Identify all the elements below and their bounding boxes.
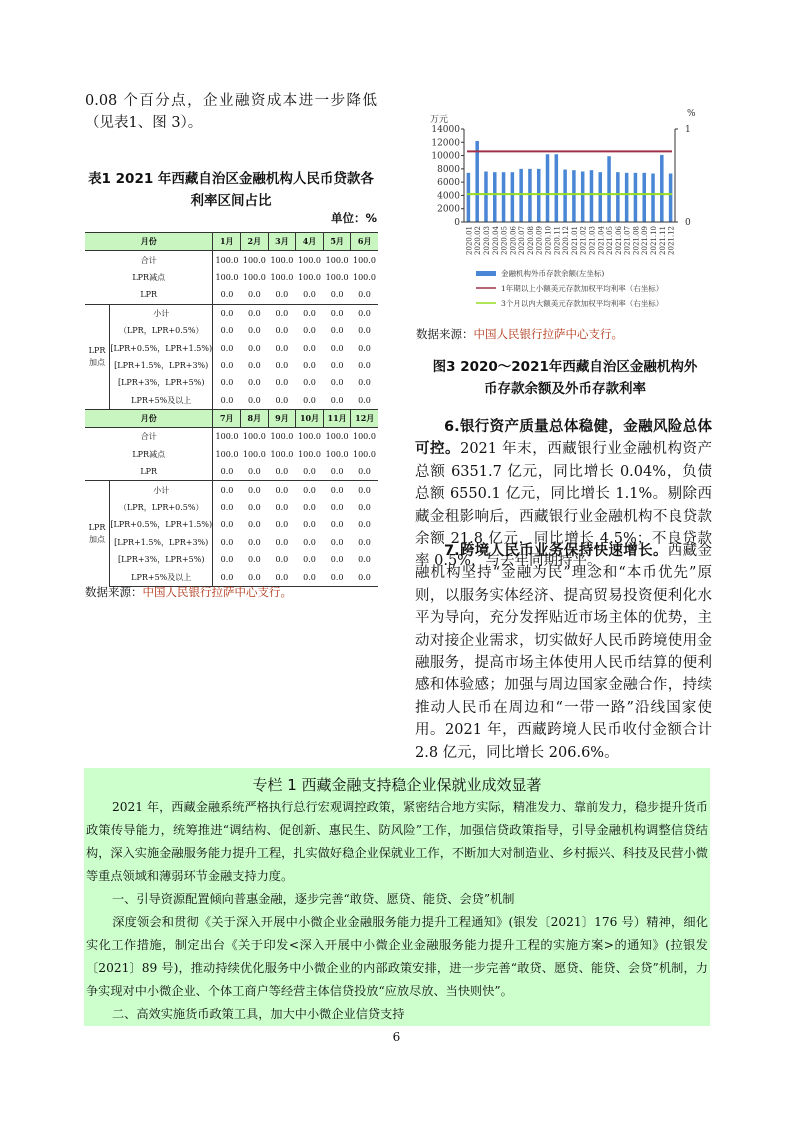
x-tick-label: 2021.09 [641,226,650,255]
table-cell: 100.0 [298,255,321,265]
table-cell: 0.0 [303,467,316,477]
row-label: [LPR+3%，LPR+5%) [110,374,213,391]
y2-tick-label: 0 [685,218,691,228]
table-cell: 0.0 [303,537,316,547]
foreign-deposit-chart [415,100,715,320]
paragraph-6-body: 2021 年末，西藏银行业金融机构资产总额 6351.7 亿元，同比增长 0.04%，负债总额 6550.1 亿元，同比增长 1.1%。剔除西藏金租影响后，西藏银行业金融机构不良贷款余额 21.8 亿元，同比增长 4.5%；不良贷款率 0.5%，与去年同期持平。 [415,441,713,570]
table-cell: 0.0 [303,520,316,530]
y-tick-label: 0 [454,218,460,228]
table-cell: 0.0 [330,326,344,336]
rate-table [85,232,378,587]
x-tick-label: 2021.07 [623,226,632,255]
table-cell: 0.0 [303,503,316,513]
table-cell: 0.0 [275,503,289,513]
bar [634,173,638,222]
table-cell: 0.0 [220,378,234,388]
month-header-cell: 2月 [241,233,269,251]
row-label: （LPR，LPR+0.5%） [110,499,213,516]
x-tick-label: 2020.06 [509,226,518,255]
y-tick-label: 14000 [431,125,460,135]
table-cell: 0.0 [247,503,261,513]
table-cell: 0.0 [296,568,324,586]
table-cell: 100.0 [298,432,321,442]
x-tick-label: 2021.12 [667,226,676,255]
y-tick-label: 10000 [431,151,460,162]
bar [625,173,629,222]
y-tick-label: 4000 [437,191,460,202]
month-header-cell: 1月 [213,233,241,251]
table-header-row [85,233,378,251]
source-label: 数据来源： [416,327,474,341]
table-cell: 0.0 [330,290,344,300]
row-label: LPR减点 [85,269,213,286]
legend-label: 1年期以上小额美元存款加权平均利率（右坐标） [501,284,664,293]
table-cell: 0.0 [323,392,351,410]
month-header-cell: 9月 [268,409,296,427]
table-cell: 100.0 [353,272,376,282]
x-tick-label: 2021.04 [597,226,606,255]
table-cell: 0.0 [330,520,344,530]
month-header-cell: 10月 [296,409,324,427]
bar [467,173,471,222]
row-label: [LPR+0.5%，LPR+1.5%) [110,516,213,533]
table-row [85,374,378,391]
box-paragraph: 2021 年，西藏金融系统严格执行总行宏观调控政策，紧密结合地方实际，精准发力、靠前发力，稳步提升货币政策传导能力，统筹推进“调结构、促创新、惠民生、防风险”工作，加强信贷政策指导，引导金融机构调整信贷结构，深入实施金融服务能力提升工程，扎实做好稳企业保就业工作，不断加大对制造业、乡村振兴、科技及民营小微等重点领域和薄弱环节金融支持力度。 [86,800,708,883]
row-label: 小计 [110,481,213,499]
bar [555,154,559,222]
table-cell: 0.0 [323,481,351,499]
table-cell: 0.0 [213,568,241,586]
table-cell: 0.0 [330,467,344,477]
table-cell: 100.0 [270,255,294,265]
bar [528,169,532,222]
x-tick-label: 2021.08 [632,226,641,255]
table-cell: 0.0 [358,537,371,547]
table-cell: 100.0 [242,272,266,282]
table-cell: 100.0 [325,432,349,442]
table-cell: 0.0 [220,343,234,353]
table-cell: 0.0 [330,555,344,565]
table-cell: 0.0 [303,343,316,353]
table-cell: 0.0 [358,378,371,388]
x-tick-label: 2020.11 [553,226,562,255]
row-label: 合计 [85,251,213,269]
table-cell: 0.0 [247,467,261,477]
table-cell: 0.0 [351,304,378,322]
chart-caption: 图3 2020～2021年西藏自治区金融机构外币存款余额及外币存款利率 [432,359,698,397]
x-tick-label: 2020.02 [474,226,483,255]
table-cell: 0.0 [247,343,261,353]
table-cell: 0.0 [323,304,351,322]
month-header-cell: 3月 [268,233,296,251]
x-tick-label: 2020.10 [544,226,553,255]
table-row [85,463,378,481]
table-cell: 0.0 [358,343,371,353]
table-caption: 表1 2021 年西藏自治区金融机构人民币贷款各利率区间占比 [88,171,374,209]
bar [563,170,567,222]
table-cell: 0.0 [275,343,289,353]
table-cell: 0.0 [330,378,344,388]
month-header-cell: 7月 [213,409,241,427]
table-cell: 100.0 [353,432,376,442]
legend-label: 3个月以内大额美元存款加权平均利率（右坐标） [501,299,664,308]
table-cell: 0.0 [330,360,344,370]
bar [502,172,506,222]
table-cell: 0.0 [247,326,261,336]
paragraph-7-body: 西藏金融机构坚持“金融为民”理念和“本币优先”原则，以服务实体经济、提高贸易投资便利化水平为导向，充分发挥贴近市场主体的优势，主动对接企业需求，切实做好人民币跨境使用金融服务，提高市场主体使用人民币结算的便利感和体验感；加强与周边国家金融合作，持续推动人民币在周边和“一带一路”沿线国家使用。2021 年，西藏跨境人民币收付金额合计 2.8 亿元，同比增长 206.6%。 [415,543,712,761]
table-cell: 100.0 [298,449,321,459]
table-cell: 0.0 [247,290,261,300]
source-org: 中国人民银行拉萨中心支行。 [142,585,292,599]
table-cell: 0.0 [213,392,241,410]
table-cell: 0.0 [247,378,261,388]
table-row [85,516,378,533]
table-cell: 0.0 [358,467,371,477]
table-cell: 0.0 [268,392,296,410]
bar [484,172,488,222]
table-cell: 0.0 [358,360,371,370]
table-cell: 100.0 [325,449,349,459]
bar [546,154,550,222]
table-cell: 0.0 [275,537,289,547]
x-tick-label: 2021.01 [570,226,579,255]
table-cell: 0.0 [247,537,261,547]
box-paragraph: 深度领会和贯彻《关于深入开展中小微企业金融服务能力提升工程通知》(银发〔2021〕176 号）精神，细化实化工作措施，制定出台《关于印发<深入开展中小微企业金融服务能力提升工程的实施方案>的通知》(拉银发〔2021〕89 号)，推动持续优化服务中小微企业的内部政策安排，进一步完善“敢贷、愿贷、能贷、会贷”机制，力争实现对中小微企业、个体工商户等经营主体信贷投放“应放尽放、当快则快”。 [86,915,708,998]
row-label: [LPR+1.5%，LPR+3%) [110,357,213,374]
table-row [85,339,378,356]
x-tick-label: 2020.09 [535,226,544,255]
y2-tick-label: 1 [685,125,691,135]
month-header: 月份 [85,233,213,251]
bar [475,141,479,222]
month-header: 月份 [85,409,213,427]
month-header-cell: 6月 [351,233,378,251]
bar [493,172,497,222]
table-cell: 0.0 [351,481,378,499]
table-row [85,499,378,516]
table-cell: 100.0 [325,255,349,265]
paragraph-7-heading: 7.跨境人民币业务保持快速增长。 [444,543,668,559]
legend-swatch [476,271,496,276]
table-row [85,357,378,374]
table-cell: 100.0 [270,272,294,282]
row-label: 合计 [85,428,213,446]
table-cell: 0.0 [330,503,344,513]
group-label: LPR加点 [85,304,110,409]
table-cell: 0.0 [220,326,234,336]
y-tick-label: 6000 [437,178,460,189]
table-cell: 0.0 [330,343,344,353]
table-row [85,251,378,269]
y-tick-label: 2000 [437,204,460,215]
table-cell: 0.0 [275,467,289,477]
month-header-cell: 8月 [241,409,269,427]
table-row [85,428,378,446]
table-cell: 100.0 [215,255,239,265]
bar [581,172,585,222]
table-cell: 100.0 [242,432,266,442]
table-cell: 0.0 [303,555,316,565]
source-label: 数据来源： [85,585,143,599]
page-number: 6 [392,1030,401,1044]
row-label: [LPR+0.5%，LPR+1.5%) [110,339,213,356]
y-tick-label: 8000 [437,164,460,175]
table-cell: 100.0 [325,272,349,282]
x-tick-label: 2020.07 [518,226,527,255]
table-cell: 100.0 [270,449,294,459]
table-cell: 100.0 [270,432,294,442]
table-cell: 0.0 [351,568,378,586]
x-tick-label: 2020.03 [482,226,491,255]
x-tick-label: 2020.05 [500,226,509,255]
table-row [85,269,378,286]
table-cell: 100.0 [215,272,239,282]
box-heading-1: 一、引导资源配置倾向普惠金融，逐步完善“敢贷、愿贷、能贷、会贷”机制 [112,892,515,906]
table-cell: 0.0 [275,555,289,565]
table-row [85,304,378,322]
month-header-cell: 11月 [323,409,351,427]
table-cell: 100.0 [215,432,239,442]
x-tick-label: 2020.04 [491,226,500,255]
bar [607,156,611,222]
table-cell: 100.0 [242,449,266,459]
table-cell: 0.0 [220,290,234,300]
table-cell: 0.0 [268,304,296,322]
x-tick-label: 2021.06 [614,226,623,255]
right-axis-unit: % [687,109,696,119]
table-row [85,481,378,499]
box-heading-2: 二、高效实施货币政策工具，加大中小微企业信贷支持 [112,1007,405,1021]
table-cell: 0.0 [358,503,371,513]
table-cell: 0.0 [213,304,241,322]
table-cell: 0.0 [358,290,371,300]
table-cell: 0.0 [241,392,269,410]
row-label: 小计 [110,304,213,322]
table-cell: 0.0 [220,537,234,547]
table-row [85,392,378,410]
table-row [85,286,378,304]
table-cell: 0.0 [303,326,316,336]
table-cell: 0.0 [220,555,234,565]
table-cell: 0.0 [358,326,371,336]
table-cell: 0.0 [303,290,316,300]
table-row [85,322,378,339]
table-cell: 0.0 [358,520,371,530]
table-cell: 0.0 [275,326,289,336]
table-cell: 100.0 [242,255,266,265]
table-unit: 单位：% [330,211,377,225]
table-header-row [85,409,378,427]
table-cell: 0.0 [220,503,234,513]
x-tick-label: 2021.02 [579,226,588,255]
table-cell: 0.0 [275,378,289,388]
bar [572,170,576,222]
table-cell: 0.0 [220,520,234,530]
x-tick-label: 2021.10 [650,225,659,255]
bar [537,169,541,222]
bar [590,170,594,222]
table-row [85,551,378,568]
table-row [85,534,378,551]
table-cell: 0.0 [351,392,378,410]
bar [642,173,646,222]
chart-source [416,326,623,342]
bar [660,155,664,222]
month-header-cell: 5月 [323,233,351,251]
table-cell: 0.0 [268,481,296,499]
table-cell: 0.0 [247,520,261,530]
table-cell: 0.0 [275,520,289,530]
row-label: LPR [85,463,213,481]
bar [616,172,620,222]
table-cell: 100.0 [353,449,376,459]
table-cell: 0.0 [247,360,261,370]
paragraph-7 [415,540,712,764]
intro-paragraph: 0.08 个百分点，企业融资成本进一步降低（见表1、图 3）。 [85,93,377,132]
table-cell: 100.0 [215,449,239,459]
bar [511,172,515,222]
source-org: 中国人民银行拉萨中心支行。 [473,327,623,341]
bar [599,172,603,222]
x-tick-label: 2021.03 [588,226,597,255]
table-cell: 0.0 [275,360,289,370]
table-cell: 0.0 [220,360,234,370]
table-cell: 0.0 [358,555,371,565]
table-cell: 0.0 [268,568,296,586]
table-cell: 0.0 [241,568,269,586]
row-label: LPR+5%及以上 [110,392,213,410]
bar [519,169,523,222]
paragraph-6-heading: 6.银行资产质量总体稳健，金融风险总体可控。 [415,419,712,458]
y-tick-label: 12000 [431,138,460,149]
table-cell: 0.0 [303,360,316,370]
table-cell: 0.0 [247,555,261,565]
table-cell: 0.0 [296,392,324,410]
table-source [85,584,292,600]
x-tick-label: 2020.12 [562,226,571,255]
group-label: LPR加点 [85,481,110,586]
x-tick-label: 2020.08 [526,226,535,255]
table-cell: 100.0 [353,255,376,265]
table-cell: 0.0 [330,537,344,547]
month-header-cell: 12月 [351,409,378,427]
table-cell: 0.0 [220,467,234,477]
table-cell: 0.0 [275,290,289,300]
row-label: LPR减点 [85,446,213,463]
month-header-cell: 4月 [296,233,324,251]
table-cell: 0.0 [241,304,269,322]
table-cell: 0.0 [296,481,324,499]
x-tick-label: 2021.11 [658,226,667,255]
x-tick-label: 2020.01 [465,226,474,255]
box-title: 专栏 1 西藏金融支持稳企业保就业成效显著 [252,776,542,794]
legend-label: 金融机构外币存款余额(左坐标) [501,269,605,278]
table-cell: 0.0 [213,481,241,499]
row-label: LPR+5%及以上 [110,568,213,586]
table-cell: 0.0 [303,378,316,388]
row-label: LPR [85,286,213,304]
table-row [85,446,378,463]
table-cell: 0.0 [296,304,324,322]
row-label: [LPR+3%，LPR+5%) [110,551,213,568]
row-label: [LPR+1.5%，LPR+3%) [110,534,213,551]
column-box [84,768,710,1026]
table-cell: 0.0 [323,568,351,586]
table-cell: 100.0 [298,272,321,282]
table-cell: 0.0 [241,481,269,499]
bar [651,174,655,222]
bar [669,174,673,222]
x-tick-label: 2021.05 [606,226,615,255]
left-axis-unit: 万元 [430,115,449,125]
row-label: （LPR，LPR+0.5%） [110,322,213,339]
